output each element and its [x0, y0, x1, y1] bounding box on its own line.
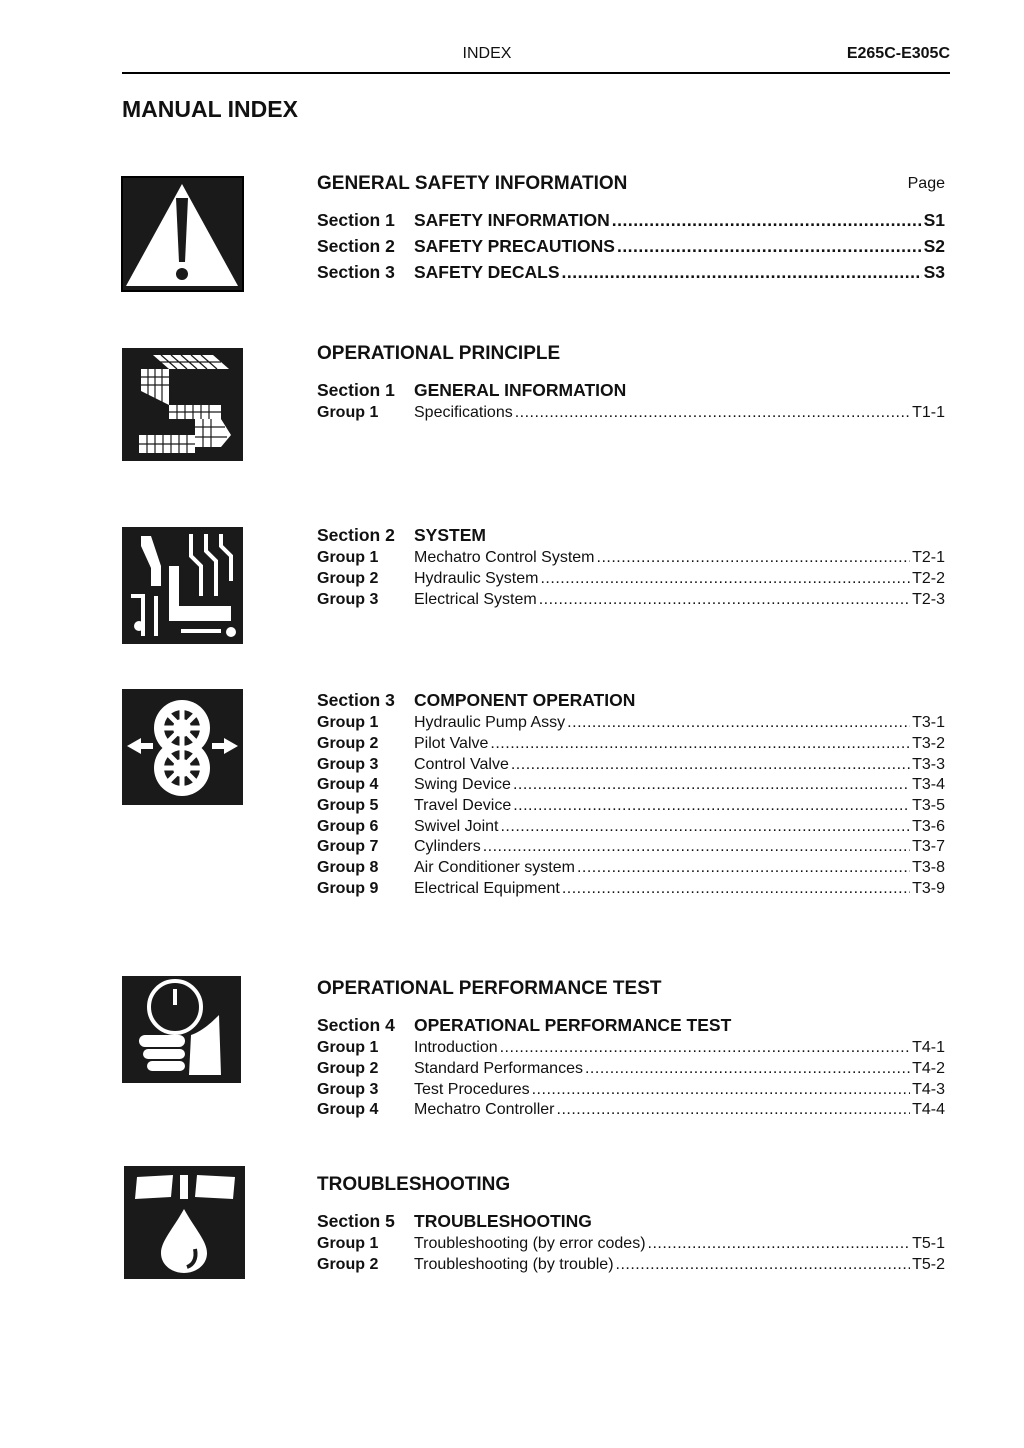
- list-item[interactable]: Section 3 SAFETY DECALS ..... S3: [317, 259, 945, 285]
- warning-triangle-icon: [121, 176, 242, 292]
- list-item[interactable]: Group 5 Travel Device ..... T3-5: [317, 796, 945, 817]
- page-header: [122, 42, 950, 74]
- list-item[interactable]: Section 2 SAFETY PRECAUTIONS ..... S2: [317, 233, 945, 259]
- list-item[interactable]: Group 7 Cylinders ..... T3-7: [317, 837, 945, 858]
- cube-s-icon: [121, 347, 242, 462]
- page-title: MANUAL INDEX: [122, 96, 298, 122]
- list-item[interactable]: Group 1 Hydraulic Pump Assy ..... T3-1: [317, 713, 945, 734]
- part-title-safety: [317, 173, 945, 199]
- header-index-label: INDEX: [462, 45, 512, 62]
- list-item[interactable]: Group 2 Pilot Valve ..... T3-2: [317, 734, 945, 755]
- part-title-troubleshooting: TROUBLESHOOTING: [317, 1174, 511, 1195]
- list-item[interactable]: Group 1 Introduction ..... T4-1: [317, 1038, 945, 1059]
- section-heading: Section 2 SYSTEM: [317, 524, 486, 545]
- troubleshooting-block: [317, 1174, 945, 1275]
- list-item[interactable]: Group 3 Control Valve ..... T3-3: [317, 754, 945, 775]
- perf-test-block: [317, 978, 945, 1121]
- pipe-drop-icon: [123, 1165, 244, 1280]
- list-item[interactable]: Group 2 Troubleshooting (by trouble) ..... T5-2: [317, 1255, 945, 1276]
- list-item[interactable]: Group 4 Mechatro Controller ..... T4-4: [317, 1100, 945, 1121]
- circuit-icon: [121, 526, 242, 645]
- list-item[interactable]: Group 3 Electrical System ..... T2-3: [317, 589, 945, 610]
- safety-block: [317, 173, 945, 285]
- section-heading: Section 4 OPERATIONAL PERFORMANCE TEST: [317, 1014, 732, 1035]
- section-heading: Section 3 COMPONENT OPERATION: [317, 689, 636, 710]
- list-item[interactable]: Section 1 SAFETY INFORMATION ..... S1: [317, 207, 945, 233]
- list-item[interactable]: Group 8 Air Conditioner system ..... T3-8: [317, 858, 945, 879]
- part-title-op-principle: OPERATIONAL PRINCIPLE: [317, 343, 561, 364]
- page-column-label: Page: [907, 175, 945, 192]
- op-principle-block: [317, 343, 945, 424]
- list-item[interactable]: Group 3 Test Procedures ..... T4-3: [317, 1079, 945, 1100]
- section-3-block: [317, 687, 945, 899]
- list-item[interactable]: Group 2 Standard Performances ..... T4-2: [317, 1059, 945, 1080]
- part-title-perf-test: OPERATIONAL PERFORMANCE TEST: [317, 978, 662, 999]
- list-item[interactable]: Group 1 Mechatro Control System ..... T2-1: [317, 548, 945, 569]
- list-item[interactable]: Group 1 Specifications ..... T1-1: [317, 403, 945, 424]
- list-item[interactable]: Group 4 Swing Device ..... T3-4: [317, 775, 945, 796]
- gauge-hand-icon: [121, 975, 242, 1084]
- list-item[interactable]: Group 2 Hydraulic System ..... T2-2: [317, 569, 945, 590]
- section-heading: Section 5 TROUBLESHOOTING: [317, 1210, 592, 1231]
- section-2-block: [317, 522, 945, 610]
- gear-pump-icon: [121, 688, 242, 806]
- section-heading: Section 1 GENERAL INFORMATION: [317, 379, 627, 400]
- list-item[interactable]: Group 1 Troubleshooting (by error codes) ..... T5-1: [317, 1234, 945, 1255]
- header-model-label: E265C-E305C: [846, 45, 950, 62]
- list-item[interactable]: Group 6 Swivel Joint ..... T3-6: [317, 816, 945, 837]
- list-item[interactable]: Group 9 Electrical Equipment ..... T3-9: [317, 879, 945, 900]
- part-title-text: GENERAL SAFETY INFORMATION: [317, 173, 628, 194]
